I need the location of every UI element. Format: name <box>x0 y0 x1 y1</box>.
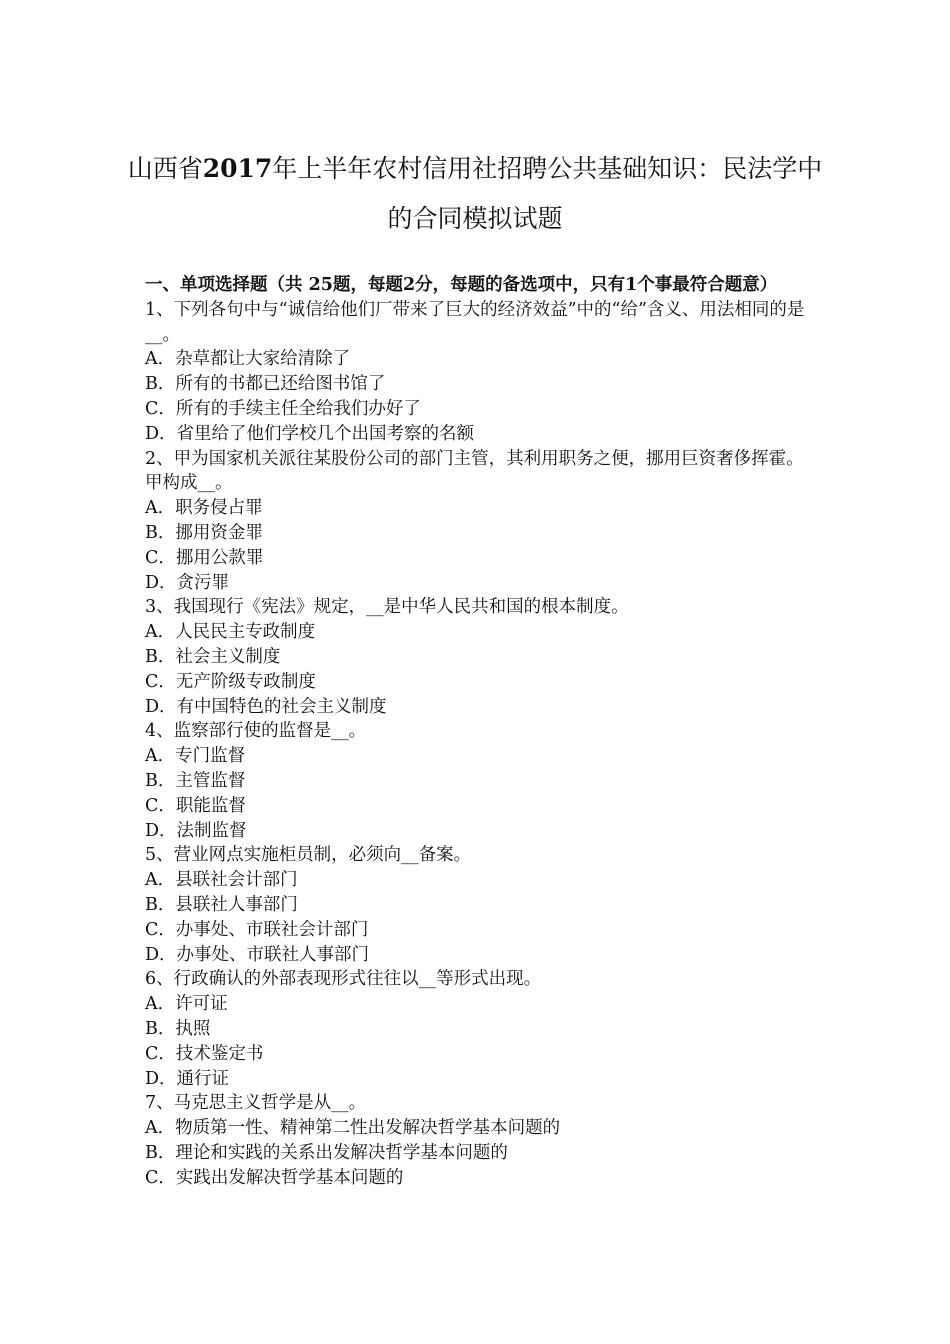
question-stem: 6、行政确认的外部表现形式往往以__等形式出现。 <box>145 969 542 990</box>
option-b: B．社会主义制度 <box>145 646 281 667</box>
option-d: D．通行证 <box>145 1068 230 1089</box>
section-heading: 一、单项选择题（共 25题，每题2分，每题的备选项中，只有1个事最符合题意） <box>145 275 778 295</box>
option-d: D．贪污罪 <box>145 572 230 593</box>
question-4 <box>145 719 810 843</box>
option-d: D．办事处、市联社人事部门 <box>145 944 370 965</box>
option-c: C．职能监督 <box>145 795 246 816</box>
option-c: C．实践出发解决哲学基本问题的 <box>145 1167 404 1188</box>
question-2 <box>145 447 810 596</box>
option-b: B．主管监督 <box>145 770 246 791</box>
option-c: C．技术鉴定书 <box>145 1043 264 1064</box>
question-stem: 2、甲为国家机关派往某股份公司的部门主管，其利用职务之便，挪用巨资奢侈挥霍。甲构成__。 <box>145 448 804 494</box>
question-stem: 1、下列各句中与“诚信给他们厂带来了巨大的经济效益”中的“给”含义、用法相同的是__。 <box>145 299 805 345</box>
document-body <box>145 273 810 1190</box>
option-b: B．理论和实践的关系出发解决哲学基本问题的 <box>145 1142 508 1163</box>
option-a: A．许可证 <box>145 994 228 1015</box>
question-stem: 7、马克思主义哲学是从__。 <box>145 1093 367 1114</box>
option-b: B．所有的书都已还给图书馆了 <box>145 374 386 395</box>
option-a: A．县联社会计部门 <box>145 870 298 891</box>
question-stem: 5、营业网点实施柜员制，必须向__备案。 <box>145 845 472 866</box>
question-stem: 4、监察部行使的监督是__。 <box>145 721 367 742</box>
title-part-1: 山西省 <box>127 154 203 183</box>
option-c: C．所有的手续主任全给我们办好了 <box>145 398 421 419</box>
question-5 <box>145 843 810 967</box>
option-c: C．办事处、市联社会计部门 <box>145 919 369 940</box>
title-part-2: 年上半年农村信用社招聘公共基础知识：民法学中的合同模拟试题 <box>272 154 823 233</box>
title-year: 2017 <box>202 154 273 183</box>
option-c: C．无产阶级专政制度 <box>145 671 316 692</box>
question-7 <box>145 1091 810 1190</box>
question-stem: 3、我国现行《宪法》规定，__是中华人民共和国的根本制度。 <box>145 597 629 618</box>
option-a: A．人民民主专政制度 <box>145 622 316 643</box>
question-1 <box>145 298 810 447</box>
option-a: A．职务侵占罪 <box>145 498 263 519</box>
option-b: B．挪用资金罪 <box>145 522 263 543</box>
option-c: C．挪用公款罪 <box>145 547 264 568</box>
option-a: A．专门监督 <box>145 746 246 767</box>
option-b: B．县联社人事部门 <box>145 894 298 915</box>
option-a: A．物质第一性、精神第二性出发解决哲学基本问题的 <box>145 1118 561 1139</box>
option-d: D．有中国特色的社会主义制度 <box>145 696 387 717</box>
question-3 <box>145 595 810 719</box>
question-6 <box>145 967 810 1091</box>
option-d: D．省里给了他们学校几个出国考察的名额 <box>145 423 475 444</box>
option-d: D．法制监督 <box>145 820 247 841</box>
option-a: A．杂草都让大家给清除了 <box>145 349 351 370</box>
option-b: B．执照 <box>145 1018 211 1039</box>
document-title <box>120 144 830 244</box>
